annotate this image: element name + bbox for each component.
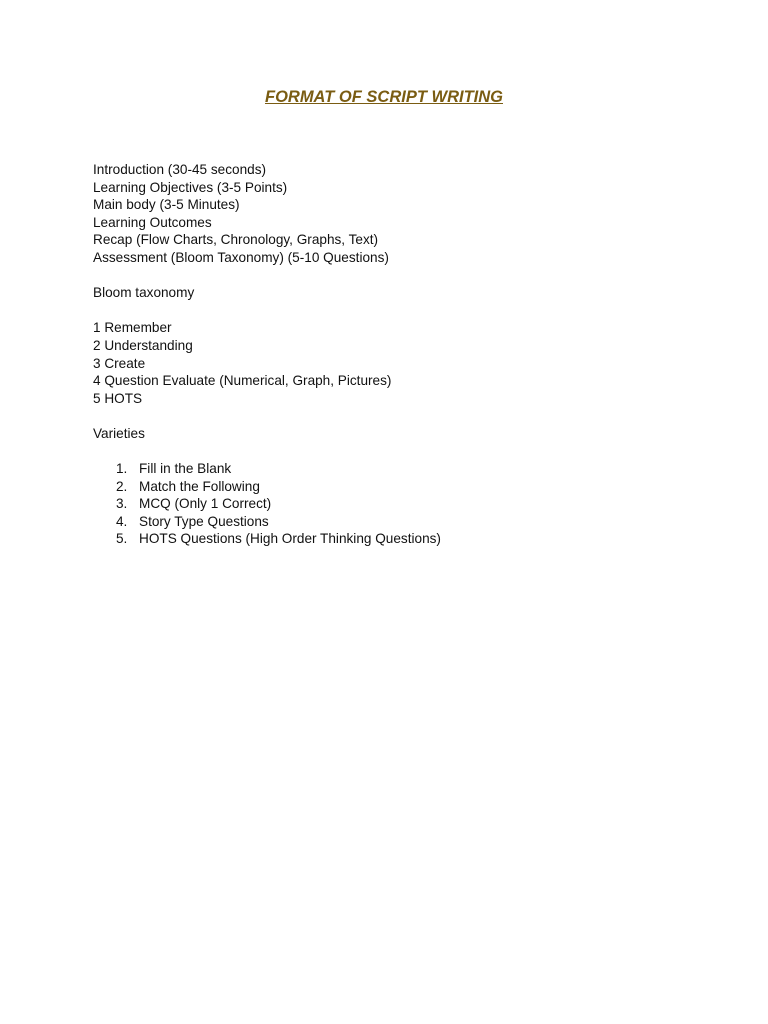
variety-number: 2.	[116, 478, 128, 494]
variety-text: Match the Following	[139, 478, 260, 494]
variety-item	[93, 495, 733, 513]
variety-item	[93, 478, 733, 496]
spacer	[93, 407, 733, 425]
structure-item: Recap (Flow Charts, Chronology, Graphs, Text)	[93, 232, 379, 248]
variety-text: HOTS Questions (High Order Thinking Questions)	[139, 531, 441, 547]
structure-item: Main body (3-5 Minutes)	[93, 197, 240, 213]
bloom-level-item: 2 Understanding	[93, 337, 193, 353]
structure-item: Learning Outcomes	[93, 214, 212, 230]
bloom-level-item: 5 HOTS	[93, 390, 143, 406]
variety-number: 4.	[116, 513, 128, 529]
structure-list	[93, 161, 733, 267]
bloom-level-item: 4 Question Evaluate (Numerical, Graph, Pictures)	[93, 373, 392, 389]
bloom-heading: Bloom taxonomy	[93, 285, 195, 301]
variety-item	[93, 513, 733, 531]
variety-number: 1.	[116, 461, 128, 477]
variety-item	[93, 460, 733, 478]
variety-text: Fill in the Blank	[139, 461, 232, 477]
bloom-level-item: 3 Create	[93, 355, 146, 371]
variety-number: 3.	[116, 496, 128, 512]
variety-item	[93, 530, 733, 548]
variety-number: 5.	[116, 531, 128, 547]
spacer	[93, 302, 733, 320]
spacer	[93, 443, 733, 461]
structure-item: Introduction (30-45 seconds)	[93, 162, 267, 177]
variety-text: Story Type Questions	[139, 513, 269, 529]
varieties-list	[93, 460, 733, 548]
structure-item: Learning Objectives (3-5 Points)	[93, 179, 288, 195]
bloom-level-item: 1 Remember	[93, 320, 172, 336]
spacer	[93, 267, 733, 285]
document-body	[93, 161, 733, 548]
bloom-levels-list	[93, 319, 733, 407]
variety-text: MCQ (Only 1 Correct)	[139, 496, 272, 512]
structure-item: Assessment (Bloom Taxonomy) (5-10 Questions)	[93, 249, 389, 265]
varieties-heading: Varieties	[93, 425, 145, 441]
document-title: FORMAT OF SCRIPT WRITING	[264, 88, 503, 106]
